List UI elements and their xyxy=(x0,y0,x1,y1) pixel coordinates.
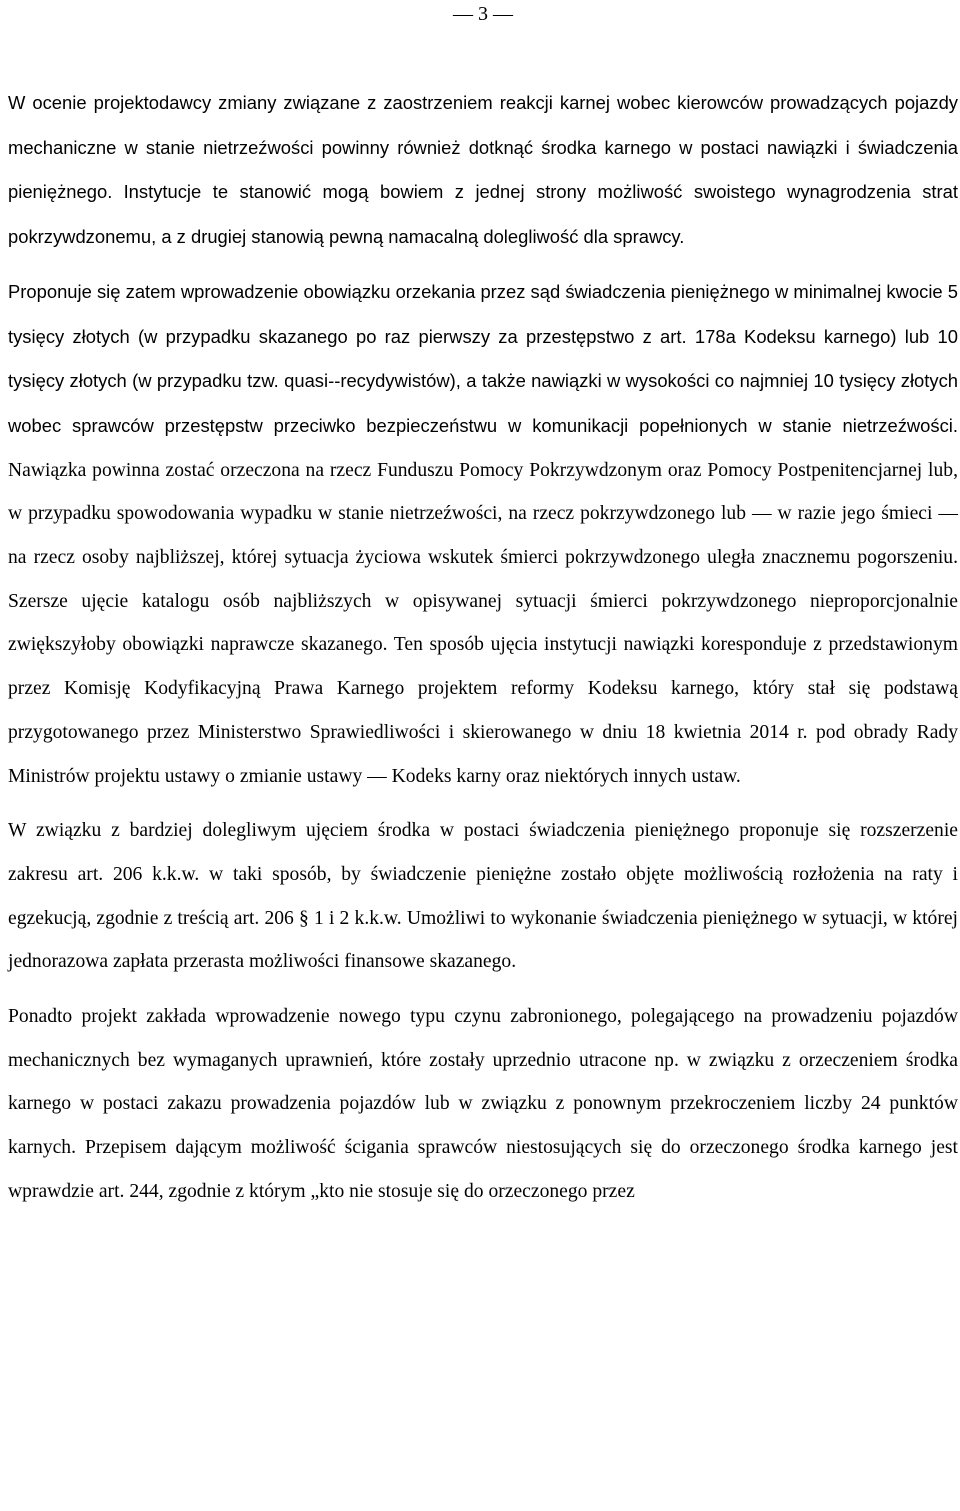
section-sign: § xyxy=(299,907,309,929)
page-number xyxy=(8,0,958,30)
document-page xyxy=(8,0,958,1214)
paragraph-1 xyxy=(8,81,958,260)
paragraph-2-intro: Proponuje się zatem wprowadzenie obowiązku orzekania przez sąd świadczenia pieniężnego w minimalnej kwocie 5 tysięcy złotych (w przypadku skazanego po raz pierwszy za przestępstwo z art. 178a Kodeksu karnego) lub 10 tysięcy złotych (w przypadku tzw. quasi--recydywistów), a także nawiązki w wysokości co najmniej 10 tysięcy złotych wobec sprawców przestępstw przeciwko bezpieczeństwu w komunikacji popełnionych w stanie nietrzeźwości. xyxy=(8,280,958,436)
paragraph-3-intro: W związku z bardziej dolegliwym ujęciem środka w postaci świadczenia pieniężnego proponuje się rozszerzenie zakresu art. 206 k.k.w. w taki sposób, by świadczenie pieniężne zostało objęte możliwością rozłożenia na raty i egzekucją, zgodnie z treścią art. 206 xyxy=(8,820,958,929)
paragraph-3 xyxy=(8,809,958,984)
paragraph-1-intro: W ocenie projektodawcy zmiany związane z zaostrzeniem reakcji karnej wobec kierowców prowadzących pojazdy mechaniczne w stanie nietrzeźwości powinny również dotknąć środka karnego w postaci nawiązki i świadczenia pieniężnego. xyxy=(8,92,958,203)
paragraph-1-rest: Instytucje te stanowić mogą bowiem z jednej strony możliwość swoistego wynagrodzenia strat pokrzywdzonemu, a z drugiej stanowią pewną namacalną dolegliwość dla sprawcy. xyxy=(8,181,958,248)
paragraph-4 xyxy=(8,995,958,1214)
paragraph-4-text: Ponadto projekt zakłada wprowadzenie nowego typu czynu zabronionego, polegającego na prowadzeniu pojazdów mechanicznych bez wymaganych uprawnień, które zostały uprzednio utracone np. w związku z orzeczeniem środka karnego w postaci zakazu prowadzenia pojazdów lub w związku z ponownym przekroczeniem liczby 24 punktów karnych. Przepisem dającym możliwość ścigania sprawców niestosujących się do orzeczonego środka karnego jest wprawdzie art. 244, zgodnie z którym „kto nie stosuje się do orzeczonego przez xyxy=(8,1006,958,1202)
paragraph-3-rest: 1 i 2 k.k.w. Umożliwi to wykonanie świadczenia pieniężnego w sytuacji, w której jednorazowa zapłata przerasta możliwości finansowe skazanego. xyxy=(8,907,958,973)
paragraph-2 xyxy=(8,270,958,798)
page-number-text: — 3 — xyxy=(453,3,513,25)
paragraph-2-rest: Nawiązka powinna zostać orzeczona na rzecz Funduszu Pomocy Pokrzywdzonym oraz Pomocy Postpenitencjarnej lub, w przypadku spowodowania wypadku w stanie nietrzeźwości, na rzecz pokrzywdzonego lub — w razie jego śmieci — na rzecz osoby najbliższej, której sytuacja życiowa wskutek śmierci pokrzywdzonego uległa znacznemu pogorszeniu. Szersze ujęcie katalogu osób najbliższych w opisywanej sytuacji śmierci pokrzywdzonego nieproporcjonalnie zwiększyłoby obowiązki naprawcze skazanego. Ten sposób ujęcia instytucji nawiązki koresponduje z przedstawionym przez Komisję Kodyfikacyjną Prawa Karnego projektem reformy Kodeksu karnego, który stał się podstawą przygotowanego przez Ministerstwo Sprawiedliwości i skierowanego w dniu 18 kwietnia 2014 r. pod obrady Rady Ministrów projektu ustawy o zmianie ustawy — Kodeks karny oraz niektórych innych ustaw. xyxy=(8,459,958,787)
